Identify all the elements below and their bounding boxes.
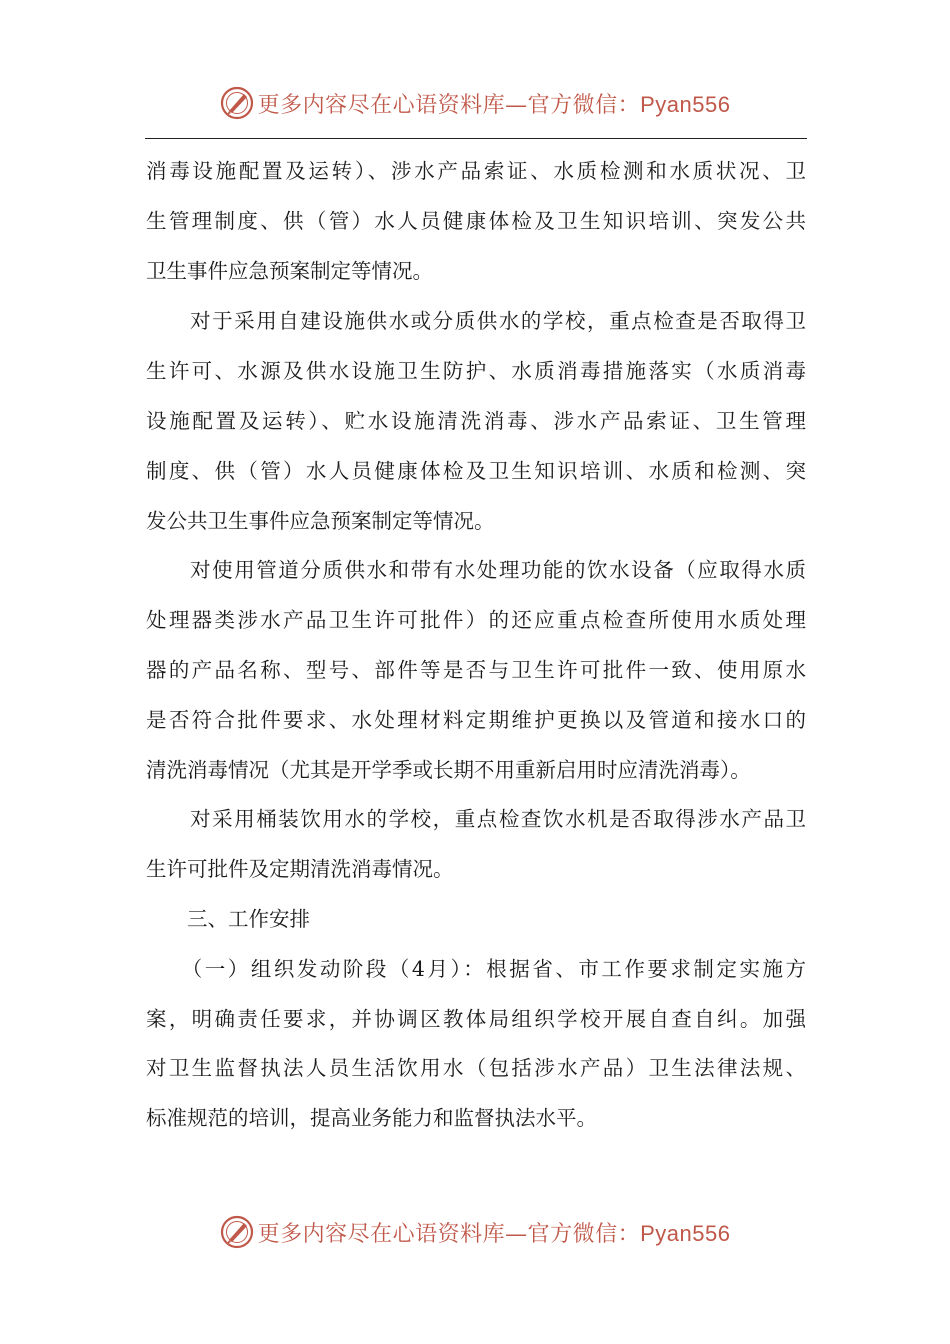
header-divider xyxy=(145,138,807,139)
quill-logo-icon xyxy=(220,1215,254,1249)
section-heading: 三、工作安排 xyxy=(146,907,310,931)
text-line: 卫生事件应急预案制定等情况。 xyxy=(146,259,433,283)
text-line: 消毒设施配置及运转）、涉水产品索证、水质检测和水质状况、卫 xyxy=(146,159,806,183)
footer-banner-main: 更多内容尽在心语资料库—官方微信： xyxy=(257,1221,641,1247)
text-line: 发公共卫生事件应急预案制定等情况。 xyxy=(146,509,495,533)
text-line: 对卫生监督执法人员生活饮用水（包括涉水产品）卫生法律法规、 xyxy=(146,1056,806,1080)
header-banner-main: 更多内容尽在心语资料库—官方微信： xyxy=(257,92,641,118)
text-line: 对于采用自建设施供水或分质供水的学校，重点检查是否取得卫 xyxy=(146,309,806,333)
text-line: 制度、供（管）水人员健康体检及卫生知识培训、水质和检测、突 xyxy=(146,459,806,483)
text-line: 清洗消毒情况（尤其是开学季或长期不用重新启用时应清洗消毒）。 xyxy=(146,758,751,782)
quill-logo-icon xyxy=(220,86,254,120)
footer-wechat-id: Pyan556 xyxy=(640,1220,731,1246)
text-line: 设施配置及运转）、贮水设施清洗消毒、涉水产品索证、卫生管理 xyxy=(146,409,806,433)
text-line: 生管理制度、供（管）水人员健康体检及卫生知识培训、突发公共 xyxy=(146,209,806,233)
header-banner xyxy=(0,83,950,123)
text-line: 标准规范的培训，提高业务能力和监督执法水平。 xyxy=(146,1106,597,1130)
text-line: 处理器类涉水产品卫生许可批件）的还应重点检查所使用水质处理 xyxy=(146,608,806,632)
text-line: 案，明确责任要求，并协调区教体局组织学校开展自查自纠。加强 xyxy=(146,1007,806,1031)
header-wechat-id: Pyan556 xyxy=(640,91,731,117)
footer-banner xyxy=(0,1212,950,1252)
header-banner-text xyxy=(258,88,731,119)
text-line: 器的产品名称、型号、部件等是否与卫生许可批件一致、使用原水 xyxy=(146,658,806,682)
text-line: 对使用管道分质供水和带有水处理功能的饮水设备（应取得水质 xyxy=(146,558,806,582)
text-line: 是否符合批件要求、水处理材料定期维护更换以及管道和接水口的 xyxy=(146,708,806,732)
text-line: 对采用桶装饮用水的学校，重点检查饮水机是否取得涉水产品卫 xyxy=(146,807,806,831)
text-line: 生许可批件及定期清洗消毒情况。 xyxy=(146,857,454,881)
text-line: （一）组织发动阶段（4月）：根据省、市工作要求制定实施方 xyxy=(146,957,806,981)
text-line: 生许可、水源及供水设施卫生防护、水质消毒措施落实（水质消毒 xyxy=(146,359,806,383)
footer-banner-text xyxy=(258,1217,731,1248)
